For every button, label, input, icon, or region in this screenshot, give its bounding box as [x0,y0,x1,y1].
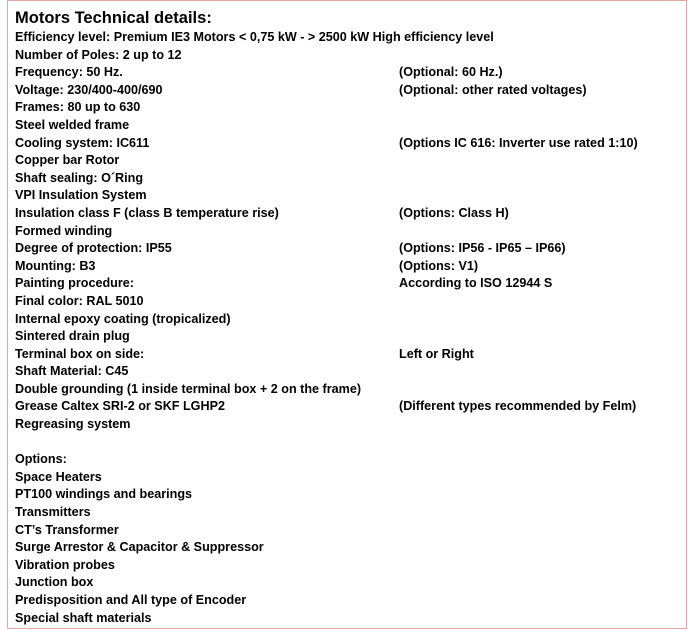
spec-row [15,170,685,188]
spec-row [15,64,685,82]
options-list [15,451,685,627]
section-spacer [15,434,685,452]
option-label: Junction box [15,575,94,590]
spec-label: Cooling system: IC611 [15,135,150,150]
spec-row [15,29,685,47]
spec-note: According to ISO 12944 S [399,276,553,291]
spec-row [15,311,685,329]
spec-row [15,152,685,170]
option-item [15,522,685,540]
spec-label: Grease Caltex SRI-2 or SKF LGHP2 [15,399,225,414]
spec-note: (Options: IP56 - IP65 – IP66) [399,241,566,256]
spec-label: Terminal box on side: [15,346,145,361]
option-item [15,574,685,592]
spec-row [15,205,685,223]
spec-label: Shaft Material: C45 [15,364,129,379]
spec-note: (Different types recommended by Felm) [399,399,637,414]
spec-row [15,363,685,381]
spec-label: Number of Poles: 2 up to 12 [15,47,182,62]
spec-row [15,240,685,258]
spec-label: Formed winding [15,223,113,238]
spec-row [15,117,685,135]
option-item [15,610,685,628]
spec-label: Double grounding (1 inside terminal box + 2 on the frame) [15,381,362,396]
option-label: Transmitters [15,505,91,520]
spec-row [15,223,685,241]
spec-label: Shaft sealing: O´Ring [15,170,144,185]
option-item [15,504,685,522]
option-item [15,539,685,557]
spec-label: VPI Insulation System [15,188,147,203]
option-item [15,557,685,575]
spec-label: Internal epoxy coating (tropicalized) [15,311,231,326]
spec-row [15,346,685,364]
option-label: Vibration probes [15,557,115,572]
spec-label: Steel welded frame [15,117,130,132]
spec-row [15,258,685,276]
spec-note: (Options: Class H) [399,205,509,220]
spec-label: Final color: RAL 5010 [15,293,144,308]
spec-note: (Optional: other rated voltages) [399,82,587,97]
spec-label: Sintered drain plug [15,329,130,344]
spec-row [15,82,685,100]
option-item [15,592,685,610]
spec-label: Degree of protection: IP55 [15,241,172,256]
option-label: PT100 windings and bearings [15,487,193,502]
option-item [15,486,685,504]
specs-list [15,29,685,434]
spec-note: (Options: V1) [399,258,479,273]
page-title: Motors Technical details: [15,9,212,27]
option-label: CT’s Transformer [15,522,119,537]
document-content [15,7,685,627]
spec-label: Voltage: 230/400-400/690 [15,82,163,97]
spec-note: (Options IC 616: Inverter use rated 1:10) [399,135,638,150]
option-label: Predisposition and All type of Encoder [15,593,247,607]
spec-label: Painting procedure: [15,276,134,291]
spec-row [15,398,685,416]
spec-note: Left or Right [399,346,474,361]
spec-row [15,135,685,153]
spec-label: Frames: 80 up to 630 [15,100,141,115]
options-heading [15,451,685,469]
spec-label: Efficiency level: Premium IE3 Motors < 0,75 kW - > 2500 kW High efficiency level [15,30,494,44]
spec-row [15,381,685,399]
option-label: Space Heaters [15,469,102,484]
spec-row [15,47,685,65]
spec-row [15,328,685,346]
option-label: Special shaft materials [15,610,152,625]
spec-row [15,416,685,434]
spec-row [15,275,685,293]
spec-row [15,99,685,117]
spec-label: Copper bar Rotor [15,153,120,168]
spec-label: Frequency: 50 Hz. [15,65,123,80]
spec-note: (Optional: 60 Hz.) [399,65,503,80]
option-label: Surge Arrestor & Capacitor & Suppressor [15,540,264,555]
spec-label: Regreasing system [15,417,131,432]
option-item [15,469,685,487]
spec-label: Mounting: B3 [15,258,96,273]
spec-label: Insulation class F (class B temperature rise) [15,205,279,220]
spec-row [15,293,685,311]
spec-row [15,187,685,205]
options-heading-label: Options: [15,452,67,467]
